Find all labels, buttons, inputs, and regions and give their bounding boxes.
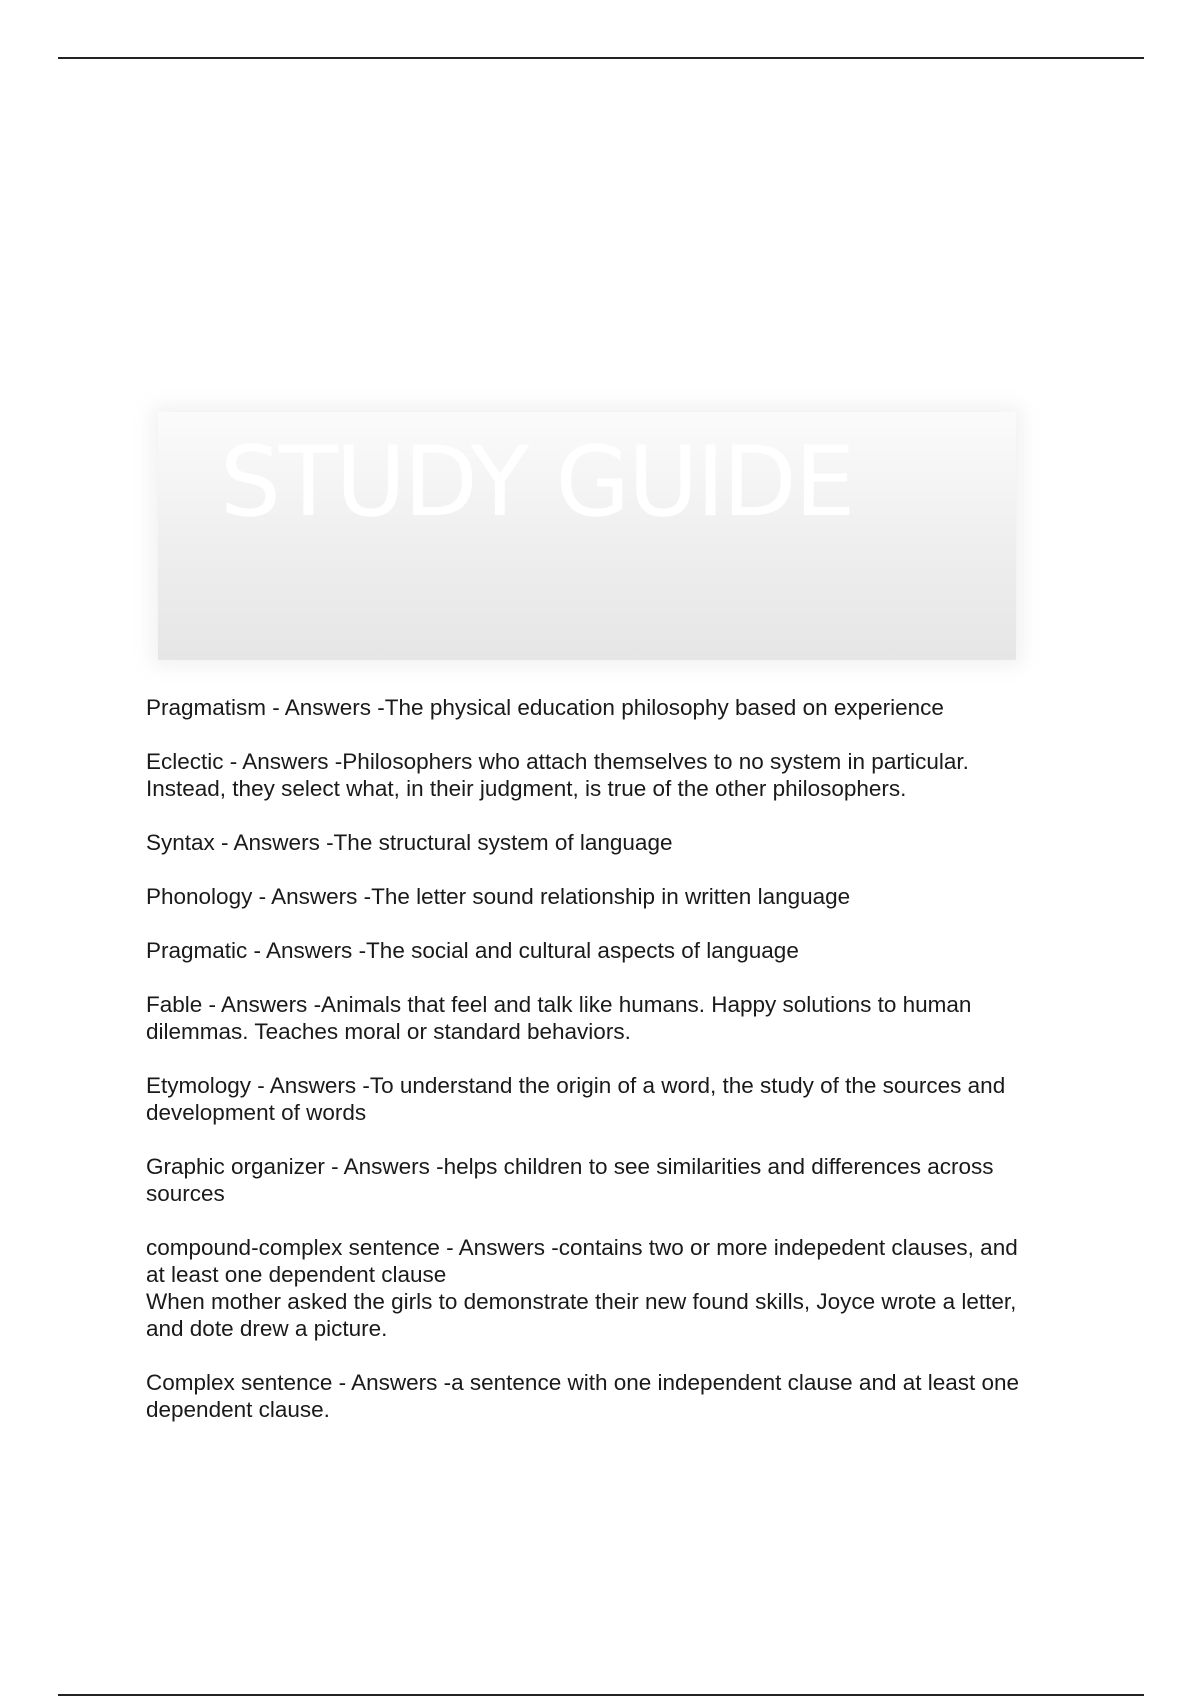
entry-pragmatism: Pragmatism - Answers -The physical education philosophy based on experience: [146, 695, 944, 720]
entry-compound-complex-sentence: compound-complex sentence - Answers -contains two or more indepedent clauses, and at least one dependent clause When mother asked the girls to demonstrate their new found skills, Joyce wrote a letter, and dote drew a picture.: [146, 1235, 1018, 1341]
top-divider: [58, 57, 1144, 59]
entry-etymology: Etymology - Answers -To understand the origin of a word, the study of the sources and development of words: [146, 1073, 1006, 1125]
entry-syntax: Syntax - Answers -The structural system of language: [146, 830, 673, 855]
entry-phonology: Phonology - Answers -The letter sound relationship in written language: [146, 884, 851, 909]
study-entries-list: [146, 694, 1106, 1450]
entry-fable: Fable - Answers -Animals that feel and talk like humans. Happy solutions to human dilemmas. Teaches moral or standard behaviors.: [146, 992, 972, 1044]
study-guide-watermark-banner: [158, 412, 1016, 660]
watermark-text: STUDY GUIDE: [220, 426, 854, 538]
entry-eclectic: Eclectic - Answers -Philosophers who attach themselves to no system in particular. Instead, they select what, in their judgment, is true of the other philosophers.: [146, 749, 969, 801]
entry-pragmatic: Pragmatic - Answers -The social and cultural aspects of language: [146, 938, 799, 963]
bottom-divider: [58, 1694, 1144, 1696]
entry-graphic-organizer: Graphic organizer - Answers -helps children to see similarities and differences across sources: [146, 1154, 994, 1206]
entry-complex-sentence: Complex sentence - Answers -a sentence with one independent clause and at least one dependent clause.: [146, 1370, 1020, 1422]
